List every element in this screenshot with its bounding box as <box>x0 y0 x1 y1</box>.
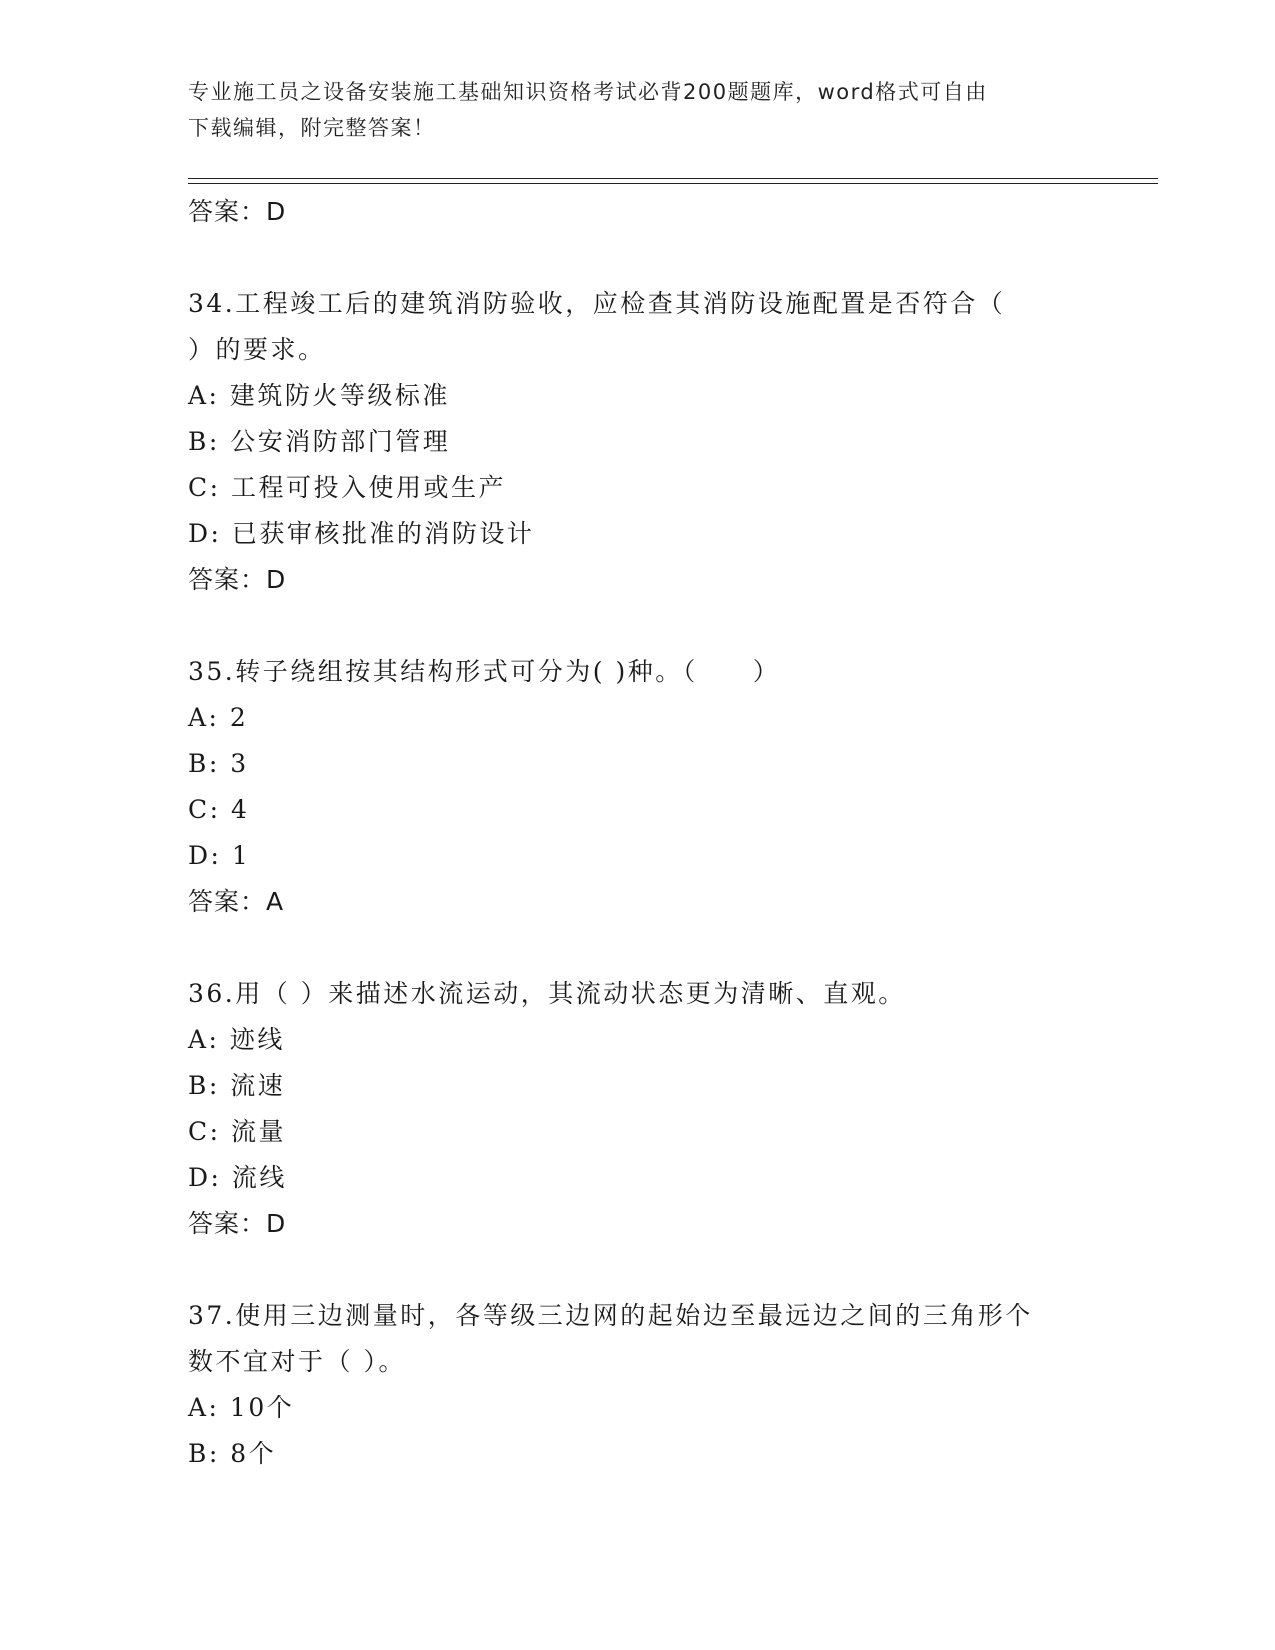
answer: 答案：D <box>188 565 287 594</box>
option-c: C: 流量 <box>188 1117 286 1146</box>
option-c: C: 工程可投入使用或生产 <box>188 473 506 502</box>
option-b: B: 8个 <box>188 1439 277 1468</box>
question-list <box>188 189 1118 1477</box>
question-stem: 34.工程竣工后的建筑消防验收，应检查其消防设施配置是否符合（ <box>188 289 1006 318</box>
header-line-2: 下载编辑，附完整答案！ <box>188 116 436 140</box>
question-stem: 36.用（ ）来描述水流运动，其流动状态更为清晰、直观。 <box>188 979 906 1008</box>
spacer <box>188 1247 1118 1293</box>
option-d: D: 流线 <box>188 1163 287 1192</box>
document-header <box>188 74 1068 146</box>
question-stem-continued: ）的要求。 <box>188 335 326 364</box>
option-d: D: 1 <box>188 841 251 870</box>
option-a: A: 建筑防火等级标准 <box>188 381 450 410</box>
question-37 <box>188 1293 1118 1477</box>
answer: 答案：A <box>188 887 285 916</box>
option-d: D: 已获审核批准的消防设计 <box>188 519 535 548</box>
question-stem-continued: 数不宜对于（ ）。 <box>188 1347 406 1376</box>
header-divider-top <box>188 178 1158 179</box>
spacer <box>188 925 1118 971</box>
spacer <box>188 235 1118 281</box>
option-c: C: 4 <box>188 795 250 824</box>
question-stem: 37.使用三边测量时，各等级三边网的起始边至最远边之间的三角形个 <box>188 1301 1033 1330</box>
answer: 答案：D <box>188 1209 287 1238</box>
header-divider-bottom <box>188 183 1158 184</box>
question-34 <box>188 281 1118 603</box>
option-a: A: 迹线 <box>188 1025 285 1054</box>
spacer <box>188 603 1118 649</box>
previous-answer: 答案：D <box>188 197 287 226</box>
option-b: B: 3 <box>188 749 249 778</box>
option-b: B: 公安消防部门管理 <box>188 427 451 456</box>
option-b: B: 流速 <box>188 1071 286 1100</box>
option-a: A: 2 <box>188 703 249 732</box>
option-a: A: 10个 <box>188 1393 295 1422</box>
header-line-1: 专业施工员之设备安装施工基础知识资格考试必背200题题库，word格式可自由 <box>188 80 988 104</box>
question-35 <box>188 649 1118 925</box>
question-stem: 35.转子绕组按其结构形式可分为( )种。（ ） <box>188 657 781 686</box>
question-36 <box>188 971 1118 1247</box>
